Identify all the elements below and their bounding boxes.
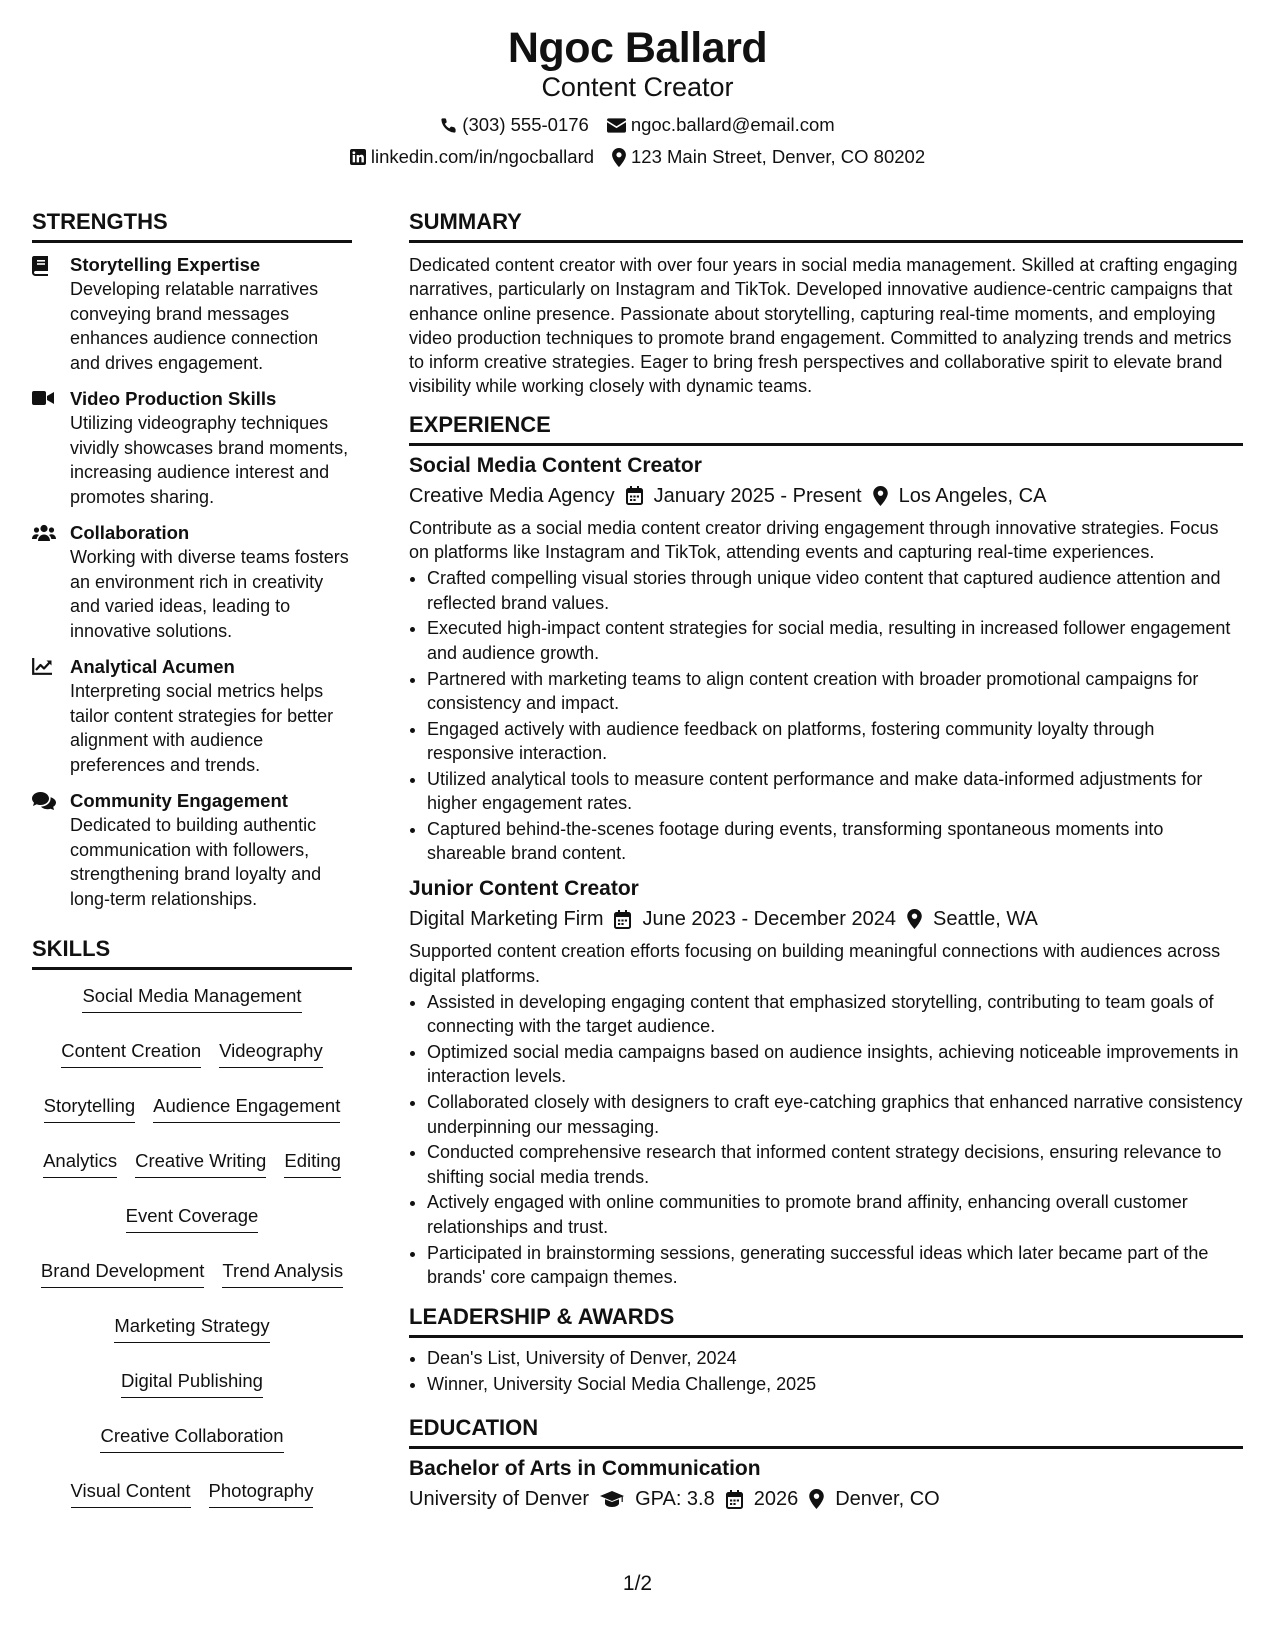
book-icon	[32, 253, 56, 375]
graduation-cap-icon	[600, 1491, 624, 1508]
education-heading: EDUCATION	[409, 1414, 1243, 1449]
bullet-item: • Collaborated closely with designers to craft eye-catching graphics that enhanced narrative consistency underpinning our messaging.	[427, 1090, 1243, 1139]
linkedin-text[interactable]: linkedin.com/in/ngocballard	[370, 146, 595, 167]
bullet-item: • Executed high-impact content strategies for social media, resulting in increased follower engagement and audience growth.	[427, 616, 1243, 665]
skill-tag: Storytelling	[44, 1094, 136, 1123]
phone-text: (303) 555-0176	[462, 114, 589, 135]
contact-address	[612, 145, 925, 169]
skill-tag: Brand Development	[41, 1259, 205, 1288]
calendar-icon	[626, 486, 643, 505]
bullet-item: • Partnered with marketing teams to align content creation with broader promotional campaigns for consistency and impact.	[427, 667, 1243, 716]
strength-title: Community Engagement	[70, 790, 288, 811]
job-bullets	[409, 990, 1243, 1289]
page-number: 1/2	[622, 1572, 653, 1595]
bullet-item: • Assisted in developing engaging content that emphasized storytelling, contributing to team goals of connecting with the target audience.	[427, 990, 1243, 1039]
contact-row-2	[0, 145, 1275, 169]
skill-tag: Analytics	[43, 1149, 117, 1178]
bullet-item: • Participated in brainstorming sessions, generating successful ideas which later became part of the brands' core campaign themes.	[427, 1241, 1243, 1290]
contact-email[interactable]	[607, 113, 835, 137]
bullet-item: • Utilized analytical tools to measure content performance and make data-informed adjustments for higher engagement rates.	[427, 767, 1243, 816]
phone-icon	[440, 117, 457, 134]
job-company: Creative Media Agency	[409, 484, 615, 507]
job-location: Seattle, WA	[932, 908, 1038, 931]
strength-item	[32, 253, 352, 375]
comments-icon	[32, 789, 56, 911]
degree-title: Bachelor of Arts in Communication	[409, 1457, 761, 1481]
address-text: 123 Main Street, Denver, CO 80202	[631, 146, 926, 167]
left-column	[32, 208, 352, 1508]
email-text[interactable]: ngoc.ballard@email.com	[630, 114, 835, 135]
strength-desc: Working with diverse teams fosters an environment rich in creativity and varied ideas, leading to innovative solutions.	[70, 547, 349, 641]
map-marker-icon	[612, 148, 626, 167]
experience-heading: EXPERIENCE	[409, 411, 1243, 446]
strength-desc: Dedicated to building authentic communication with followers, strengthening brand loyalty and long-term relationships.	[70, 815, 322, 909]
skill-tag: Editing	[284, 1149, 341, 1178]
awards-list	[409, 1346, 1243, 1396]
strength-desc: Utilizing videography techniques vividly showcases brand moments, increasing audience interest and promotes sharing.	[70, 413, 349, 507]
calendar-icon	[614, 910, 631, 929]
linkedin-icon	[350, 149, 366, 165]
award-item: • Dean's List, University of Denver, 2024	[427, 1346, 1243, 1370]
education-gpa: GPA: 3.8	[635, 1488, 715, 1511]
strength-item	[32, 521, 352, 643]
strength-title: Analytical Acumen	[70, 656, 235, 677]
bullet-item: • Actively engaged with online communities to promote brand affinity, enhancing overall customer relationships and trust.	[427, 1190, 1243, 1239]
skill-tag: Marketing Strategy	[114, 1314, 269, 1343]
skill-tag: Photography	[209, 1479, 314, 1508]
job-title: Junior Content Creator	[409, 877, 639, 901]
candidate-name: Ngoc Ballard	[507, 24, 768, 72]
award-item: • Winner, University Social Media Challenge, 2025	[427, 1372, 1243, 1396]
map-marker-icon	[873, 486, 888, 506]
bullet-item: • Conducted comprehensive research that informed content strategy decisions, ensuring relevance to shifting social media trends.	[427, 1140, 1243, 1189]
education-location: Denver, CO	[835, 1488, 940, 1511]
right-column	[409, 208, 1243, 1519]
job-dates: June 2023 - December 2024	[642, 908, 896, 931]
education-year: 2026	[753, 1488, 799, 1511]
job-meta	[409, 482, 1243, 510]
job-location: Los Angeles, CA	[898, 484, 1047, 507]
awards-heading: LEADERSHIP & AWARDS	[409, 1303, 1243, 1338]
skills-list	[32, 984, 352, 1508]
skill-tag: Visual Content	[71, 1479, 191, 1508]
skills-heading: SKILLS	[32, 935, 352, 970]
contact-phone	[440, 113, 589, 137]
video-camera-icon	[32, 387, 56, 509]
job-title: Social Media Content Creator	[409, 453, 702, 477]
skill-tag: Creative Writing	[135, 1149, 266, 1178]
job-entry	[409, 452, 1243, 866]
summary-heading: SUMMARY	[409, 208, 1243, 243]
skill-tag: Social Media Management	[82, 984, 301, 1013]
job-company: Digital Marketing Firm	[409, 908, 604, 931]
strength-item	[32, 789, 352, 911]
strength-title: Storytelling Expertise	[70, 254, 261, 275]
chart-line-icon	[32, 655, 56, 777]
strengths-heading: STRENGTHS	[32, 208, 352, 243]
strength-title: Video Production Skills	[70, 388, 277, 409]
strength-title: Collaboration	[70, 522, 190, 543]
job-description: Contribute as a social media content creator driving engagement through innovative strategies. Focus on platforms like Instagram and TikTok, attending events and capturing real-time experiences.	[409, 517, 1219, 563]
strength-desc: Developing relatable narratives conveying brand messages enhances audience connection and drives engagement.	[70, 279, 319, 373]
job-bullets	[409, 566, 1243, 865]
job-dates: January 2025 - Present	[653, 484, 862, 507]
skill-tag: Trend Analysis	[222, 1259, 343, 1288]
envelope-icon	[607, 118, 626, 133]
skill-tag: Audience Engagement	[153, 1094, 340, 1123]
bullet-item: • Engaged actively with audience feedback on platforms, fostering community loyalty through responsive interaction.	[427, 717, 1243, 766]
strength-desc: Interpreting social metrics helps tailor content strategies for better alignment with audience preferences and trends.	[70, 681, 334, 775]
skill-tag: Event Coverage	[126, 1204, 259, 1233]
skill-tag: Digital Publishing	[121, 1369, 263, 1398]
job-meta	[409, 905, 1243, 933]
strength-item	[32, 655, 352, 777]
skill-tag: Content Creation	[61, 1039, 201, 1068]
school-name: University of Denver	[409, 1488, 590, 1511]
resume-header	[0, 22, 1275, 169]
bullet-item: • Captured behind-the-scenes footage during events, transforming spontaneous moments into shareable brand content.	[427, 817, 1243, 866]
contact-linkedin[interactable]	[350, 145, 594, 169]
map-marker-icon	[809, 1489, 824, 1509]
skill-tag: Creative Collaboration	[100, 1424, 283, 1453]
map-marker-icon	[907, 909, 922, 929]
users-icon	[32, 521, 56, 643]
calendar-icon	[726, 1490, 743, 1509]
summary-text: Dedicated content creator with over four years in social media management. Skilled at crafting engaging narratives, particularly on Instagram and TikTok. Developed innovative audience-centric campaigns that enhance online presence. Passionate about storytelling, capturing real-time moments, and employing video production techniques to promote brand engagement. Committed to analyzing trends and metrics to inform creative strategies. Eager to bring fresh perspectives and collaborative spirit to elevate brand visibility while working closely with dynamic teams.	[409, 255, 1238, 397]
job-description: Supported content creation efforts focusing on building meaningful connections with audiences across digital platforms.	[409, 941, 1221, 986]
job-entry	[409, 875, 1243, 1289]
education-meta	[409, 1485, 1243, 1513]
contact-row-1	[0, 113, 1275, 137]
strength-item	[32, 387, 352, 509]
bullet-item: • Crafted compelling visual stories through unique video content that captured audience attention and reflected brand values.	[427, 566, 1243, 615]
bullet-item: • Optimized social media campaigns based on audience insights, achieving noticeable improvements in interaction levels.	[427, 1040, 1243, 1089]
skill-tag: Videography	[219, 1039, 323, 1068]
candidate-title: Content Creator	[541, 72, 734, 102]
